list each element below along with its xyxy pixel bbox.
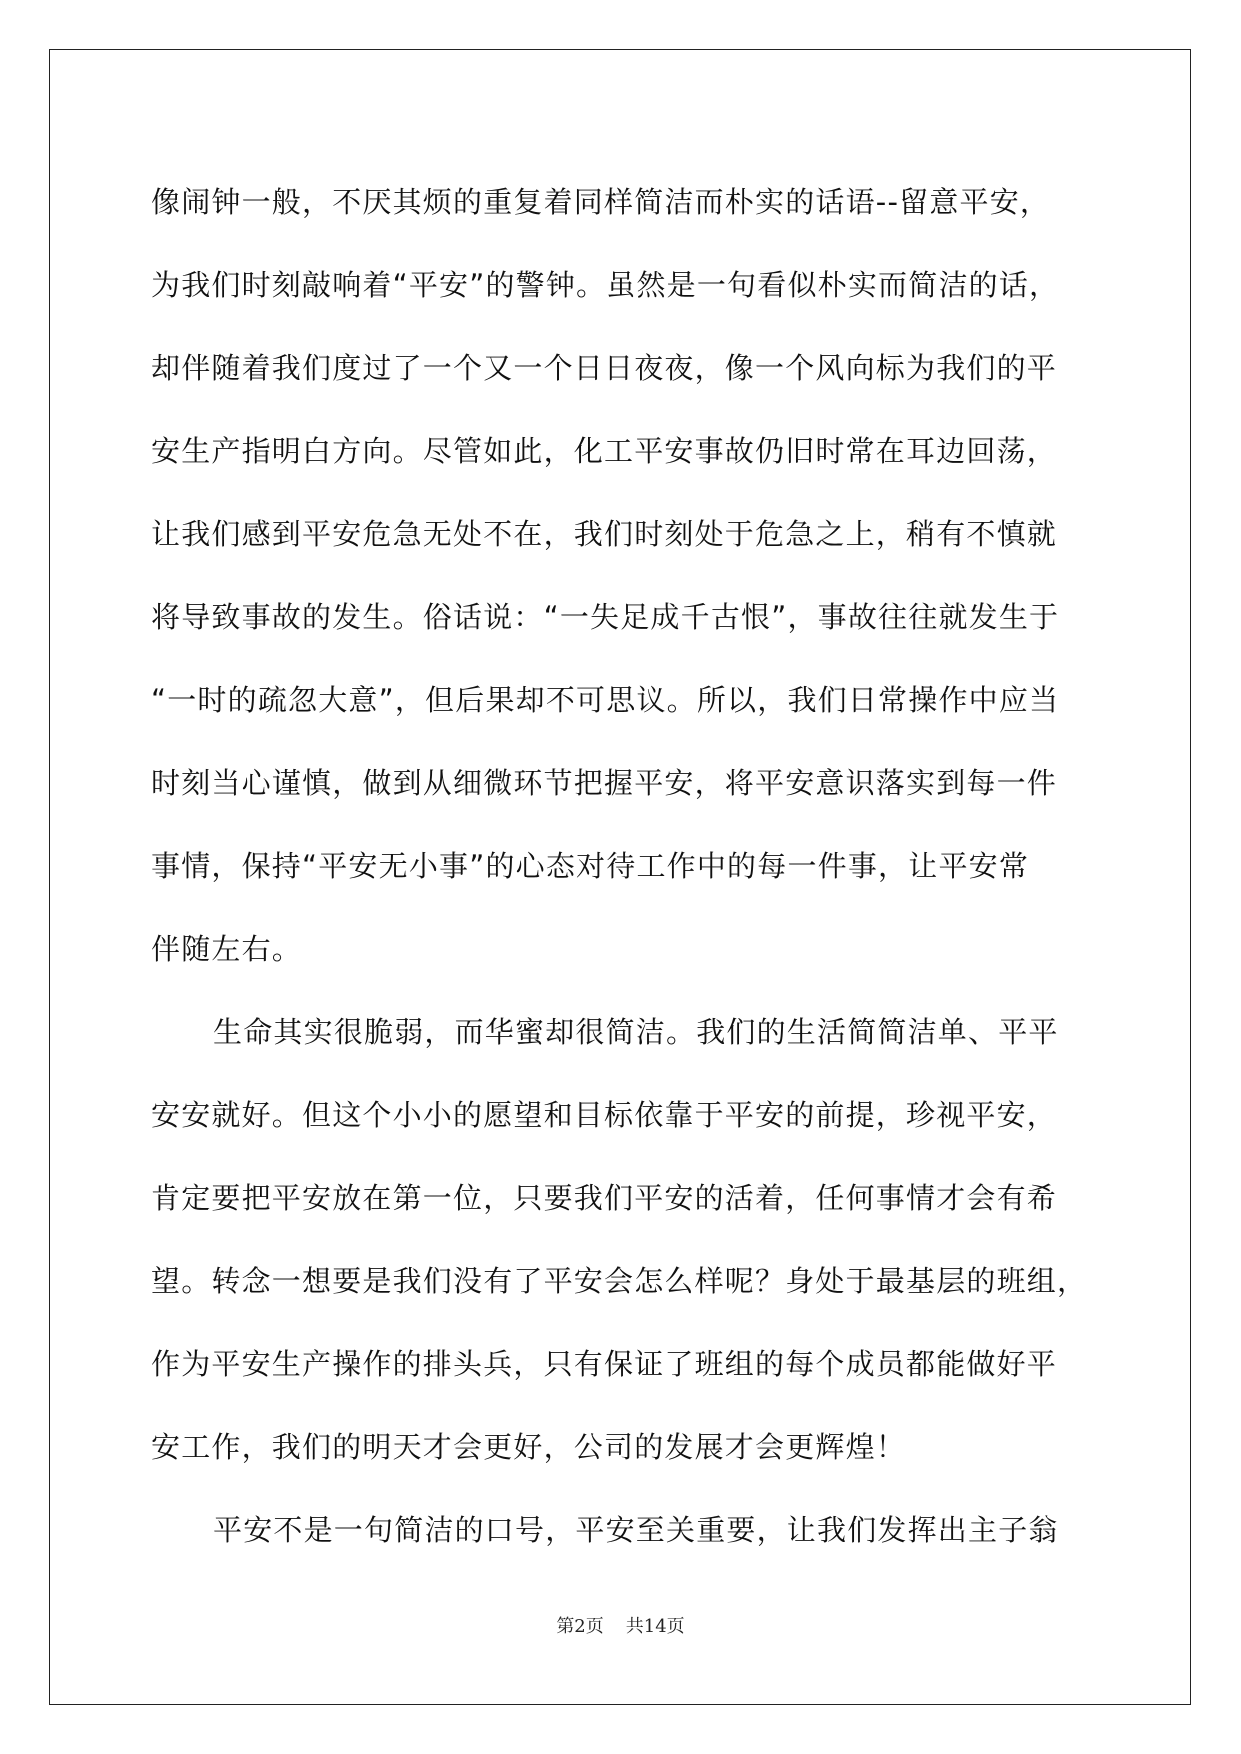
text-line: 让我们感到平安危急无处不在，我们时刻处于危急之上，稍有不慎就 [151, 517, 1058, 551]
paragraph-first-line: 生命其实很脆弱，而华蜜却很简洁。我们的生活简简洁单、平平 [213, 1015, 1059, 1049]
document-body [151, 161, 1091, 1572]
text-line: 安生产指明白方向。尽管如此，化工平安事故仍旧时常在耳边回荡， [151, 434, 1058, 468]
text-line: 肯定要把平安放在第一位，只要我们平安的活着，任何事情才会有希 [151, 1181, 1058, 1215]
text-line: 时刻当心谨慎，做到从细微环节把握平安，将平安意识落实到每一件 [151, 766, 1058, 800]
text-line: 安工作，我们的明天才会更好，公司的发展才会更辉煌！ [151, 1430, 907, 1464]
text-line: 伴随左右。 [151, 932, 303, 966]
text-line: 却伴随着我们度过了一个又一个日日夜夜，像一个风向标为我们的平 [151, 351, 1058, 385]
text-line: 像闹钟一般，不厌其烦的重复着同样简洁而朴实的话语--留意平安， [151, 185, 1051, 219]
text-line: 事情，保持“平安无小事”的心态对待工作中的每一件事，让平安常 [151, 849, 1030, 883]
text-line: 为我们时刻敲响着“平安”的警钟。虽然是一句看似朴实而简洁的话， [151, 268, 1060, 302]
page-footer [0, 1612, 1241, 1638]
page-total: 共14页 [625, 1616, 685, 1637]
text-line: 作为平安生产操作的排头兵，只有保证了班组的每个成员都能做好平 [151, 1347, 1058, 1381]
text-line: “一时的疏忽大意”，但后果却不可思议。所以，我们日常操作中应当 [151, 683, 1060, 717]
page-number: 第2页 [556, 1616, 604, 1637]
text-line: 望。转念一想要是我们没有了平安会怎么样呢？身处于最基层的班组， [151, 1264, 1088, 1298]
text-line: 将导致事故的发生。俗话说：“一失足成千古恨”，事故往往就发生于 [151, 600, 1060, 634]
paragraph-first-line: 平安不是一句简洁的口号，平安至关重要，让我们发挥出主子翁 [213, 1513, 1059, 1547]
text-line: 安安就好。但这个小小的愿望和目标依靠于平安的前提，珍视平安， [151, 1098, 1058, 1132]
